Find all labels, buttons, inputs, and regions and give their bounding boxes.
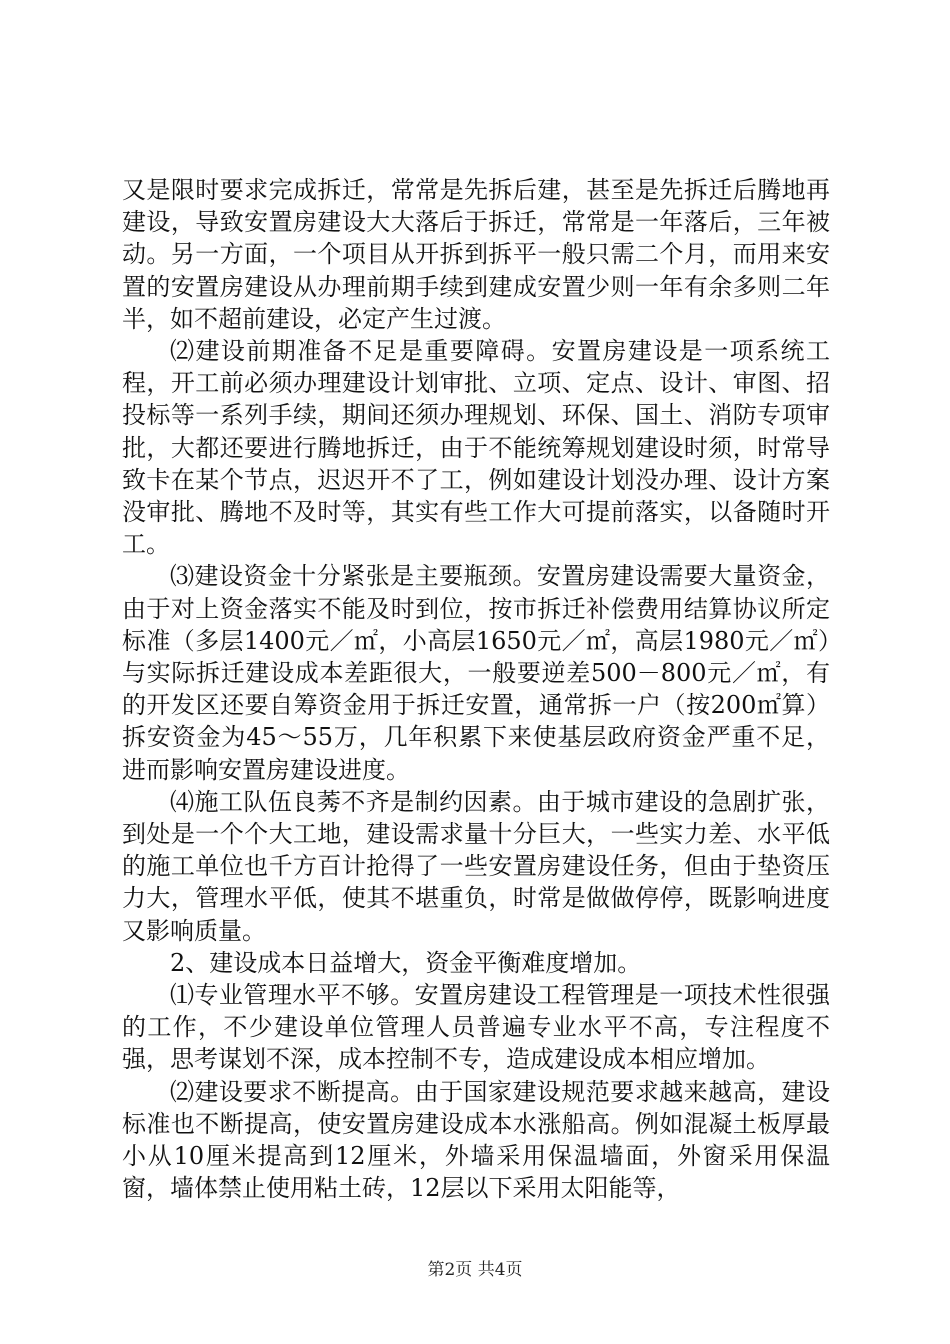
document-body [122,174,830,1205]
paragraph-6: ⑵建设要求不断提高。由于国家建设规范要求越来越高，建设标准也不断提高，使安置房建设成本水涨船高。例如混凝土板厚最小从10厘米提高到12厘米，外墙采用保温墙面，外窗采用保温窗，墙体禁止使用粘土砖，12层以下采用太阳能等， [122,1077,830,1203]
paragraph-5: ⑴专业管理水平不够。安置房建设工程管理是一项技术性很强的工作，不少建设单位管理人员普遍专业水平不高，专注程度不强，思考谋划不深，成本控制不专，造成建设成本相应增加。 [122,981,830,1074]
page-number-footer: 第2页 共4页 [427,1260,523,1280]
paragraph-1: 又是限时要求完成拆迁，常常是先拆后建，甚至是先拆迁后腾地再建设，导致安置房建设大大落后于拆迁，常常是一年落后，三年被动。另一方面，一个项目从开拆到拆平一般只需二个月，而用来安置的安置房建设从办理前期手续到建成安置少则一年有余多则二年半，如不超前建设，必定产生过渡。 [122,176,830,333]
paragraph-2: ⑵建设前期准备不足是重要障碍。安置房建设是一项系统工程，开工前必须办理建设计划审批、立项、定点、设计、审图、招投标等一系列手续，期间还须办理规划、环保、国土、消防专项审批，大都还要进行腾地拆迁，由于不能统筹规划建设时须，时常导致卡在某个节点，迟迟开不了工，例如建设计划没办理、设计方案没审批、腾地不及时等，其实有些工作大可提前落实，以备随时开工。 [122,337,830,559]
paragraph-4: ⑷施工队伍良莠不齐是制约因素。由于城市建设的急剧扩张，到处是一个个大工地，建设需求量十分巨大，一些实力差、水平低的施工单位也千方百计抢得了一些安置房建设任务，但由于垫资压力大，管理水平低，使其不堪重负，时常是做做停停，既影响进度又影响质量。 [122,787,830,945]
section-heading-2: 2、建设成本日益增大，资金平衡难度增加。 [170,948,642,977]
paragraph-3: ⑶建设资金十分紧张是主要瓶颈。安置房建设需要大量资金，由于对上资金落实不能及时到位，按市拆迁补偿费用结算协议所定标准（多层1400元／㎡，小高层1650元／㎡，高层1980元／㎡）与实际拆迁建设成本差距很大，一般要逆差500－800元／㎡，有的开发区还要自筹资金用于拆迁安置，通常拆一户（按200㎡算）拆安资金为45～55万，几年积累下来使基层政府资金严重不足，进而影响安置房建设进度。 [122,562,830,784]
